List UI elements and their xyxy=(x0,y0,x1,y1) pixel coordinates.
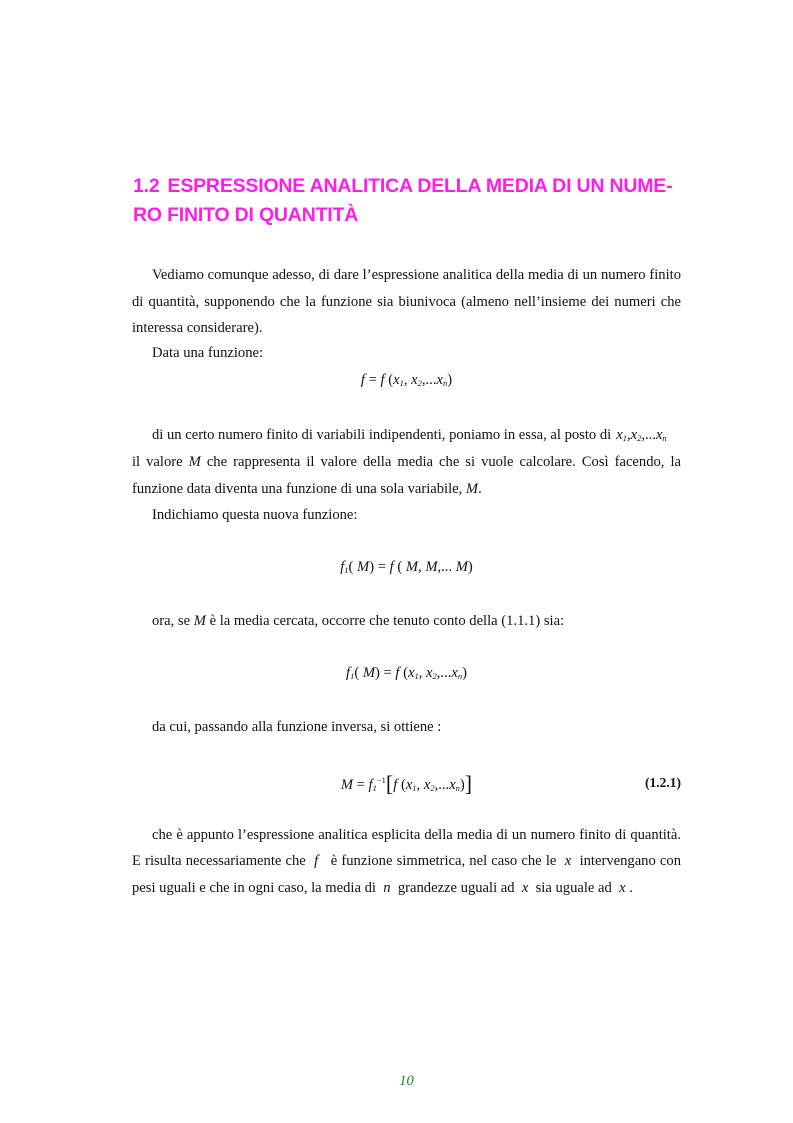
equation-f1-substitution: $f_1$( M) = f ( M, M,... M) xyxy=(340,559,473,575)
section-number: 1.2 xyxy=(133,175,160,197)
paragraph-conclusion-line2: E risulta necessariamente che f è funzione simmetrica, nel caso che le x intervengano con xyxy=(132,853,682,869)
equation-f1-equality: $f_1$( M) = f ($x_1$, $x_2,...x_n$) xyxy=(346,665,467,681)
paragraph-nuova-funzione: Indichiamo questa nuova funzione: xyxy=(152,507,358,523)
paragraph-conclusion-line1: che è appunto l’espressione analitica esplicita della media di un numero finito di quantità. xyxy=(152,827,681,843)
section-heading xyxy=(133,172,693,230)
page-number: 10 xyxy=(399,1073,414,1089)
paragraph-conclusion-line3: pesi uguali e che in ogni caso, la media di n grandezze uguali ad x sia uguale ad x . xyxy=(132,880,633,896)
paragraph-intro: Vediamo comunque adesso, di dare l’espressione analitica della media di un numero finito di quantità, supponendo che la funzione sia biunivoca (almeno nell’insieme dei numeri che interessa considerare). xyxy=(132,267,681,336)
paragraph-variables-line3: funzione data diventa una funzione di una sola variabile, M. xyxy=(132,481,482,497)
paragraph-variables-line1: di un certo numero finito di variabili indipendenti, poniamo in essa, al posto di $x_1,x_2,...x_n$ xyxy=(152,427,667,443)
equation-number: (1.2.1) xyxy=(645,775,681,790)
paragraph-variables-line2: il valore M che rappresenta il valore della media che si vuole calcolare. Così facendo, la xyxy=(132,454,681,470)
paragraph-data-funzione: Data una funzione: xyxy=(152,345,264,361)
equation-f-definition: f = f ($x_1$, $x_2,...x_n$) xyxy=(360,372,453,388)
equation-inverse-mean: $M = f_1^{-1}[f$ ($x_1$, $x_2,...x_n$)] xyxy=(340,771,473,796)
paragraph-media-cercata: ora, se M è la media cercata, occorre che tenuto conto della (1.1.1) sia: xyxy=(152,613,565,629)
section-title: ESPRESSIONE ANALITICA DELLA MEDIA DI UN NUME-RO FINITO DI QUANTITÀ xyxy=(133,175,673,226)
paragraph-funzione-inversa: da cui, passando alla funzione inversa, si ottiene : xyxy=(152,719,442,735)
